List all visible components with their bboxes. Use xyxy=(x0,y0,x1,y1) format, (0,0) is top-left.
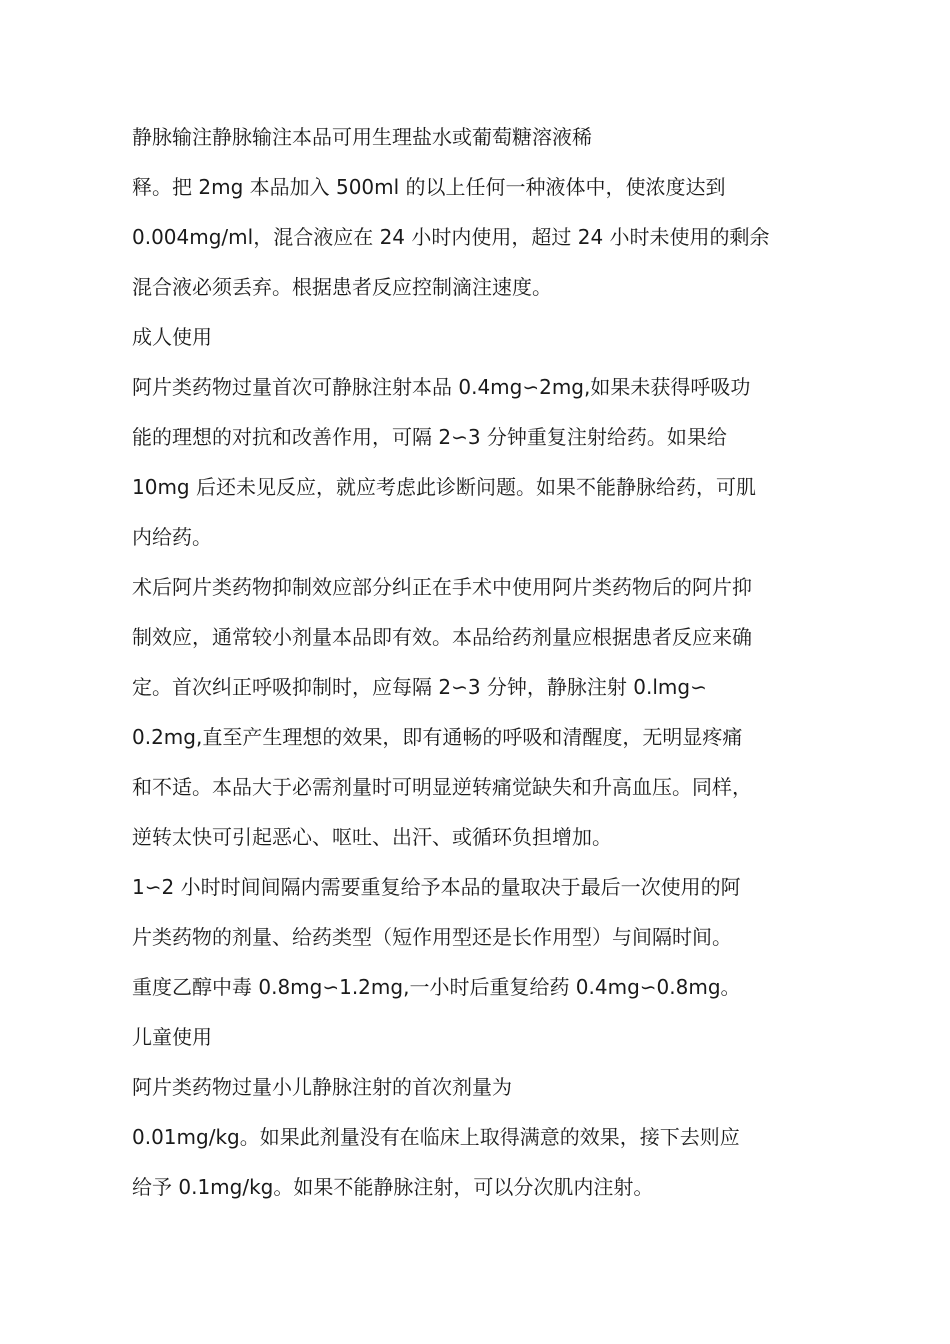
text-line: 释。把 2mg 本品加入 500ml 的以上任何一种液体中，使浓度达到 xyxy=(132,175,726,199)
text-line: 0.01mg/kg。如果此剂量没有在临床上取得满意的效果，接下去则应 xyxy=(132,1125,740,1149)
text-line: 给予 0.1mg/kg。如果不能静脉注射，可以分次肌内注射。 xyxy=(132,1175,654,1199)
document-body xyxy=(132,112,832,1212)
text-line: 静脉输注静脉输注本品可用生理盐水或葡萄糖溶液稀 xyxy=(132,125,592,149)
text-line: 0.004mg/ml，混合液应在 24 小时内使用，超过 24 小时未使用的剩余 xyxy=(132,225,770,249)
text-line: 术后阿片类药物抑制效应部分纠正在手术中使用阿片类药物后的阿片抑 xyxy=(132,575,752,599)
text-line: 和不适。本品大于必需剂量时可明显逆转痛觉缺失和升高血压。同样， xyxy=(132,775,752,799)
text-line: 阿片类药物过量小儿静脉注射的首次剂量为 xyxy=(132,1075,512,1099)
text-line: 混合液必须丢弃。根据患者反应控制滴注速度。 xyxy=(132,275,552,299)
text-line: 0.2mg,直至产生理想的效果，即有通畅的呼吸和清醒度，无明显疼痛 xyxy=(132,725,743,749)
text-line: 制效应，通常较小剂量本品即有效。本品给药剂量应根据患者反应来确 xyxy=(132,625,752,649)
text-line: 片类药物的剂量、给药类型（短作用型还是长作用型）与间隔时间。 xyxy=(132,925,732,949)
text-line: 逆转太快可引起恶心、呕吐、出汗、或循环负担增加。 xyxy=(132,825,612,849)
section-heading-children: 儿童使用 xyxy=(132,1025,212,1049)
text-line: 阿片类药物过量首次可静脉注射本品 0.4mg∽2mg,如果未获得呼吸功 xyxy=(132,375,751,399)
text-line: 1∽2 小时时间间隔内需要重复给予本品的量取决于最后一次使用的阿 xyxy=(132,875,741,899)
text-line: 重度乙醇中毒 0.8mg∽1.2mg,一小时后重复给药 0.4mg∽0.8mg。 xyxy=(132,975,741,999)
text-line: 定。首次纠正呼吸抑制时，应每隔 2∽3 分钟，静脉注射 0.lmg∽ xyxy=(132,675,707,699)
text-line: 10mg 后还未见反应，就应考虑此诊断问题。如果不能静脉给药，可肌 xyxy=(132,475,756,499)
section-heading-adult: 成人使用 xyxy=(132,325,212,349)
text-line: 能的理想的对抗和改善作用，可隔 2∽3 分钟重复注射给药。如果给 xyxy=(132,425,727,449)
text-line: 内给药。 xyxy=(132,525,212,549)
